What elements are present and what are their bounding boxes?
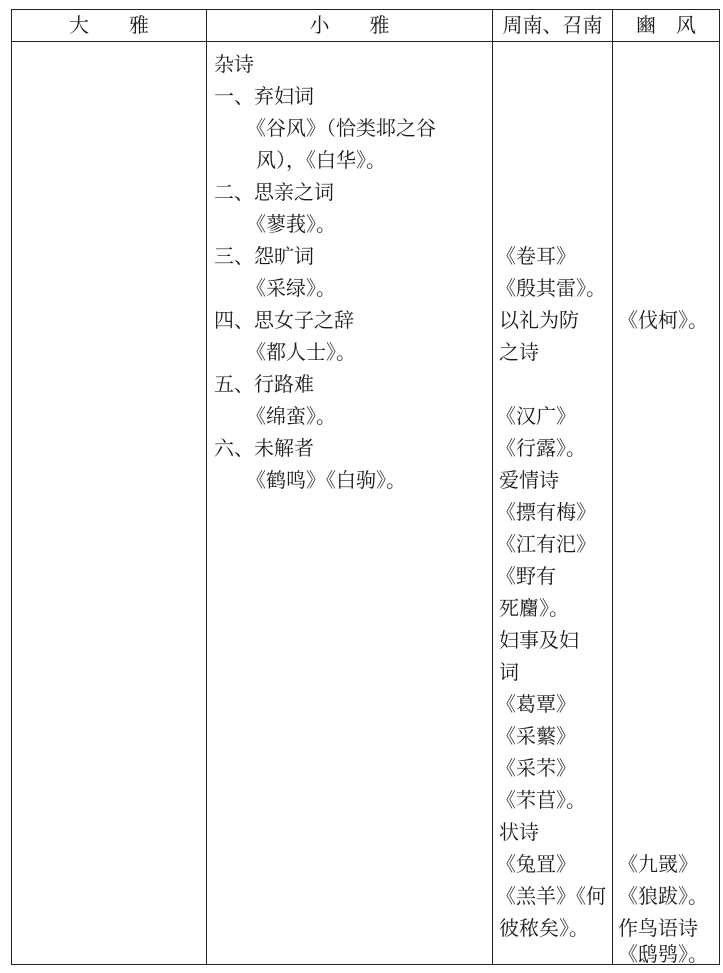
zhounan-line: 《野有: [496, 564, 556, 588]
zhounan-line: 《卷耳》: [496, 244, 576, 268]
zhounan-line: 《葛覃》: [496, 692, 576, 716]
zhounan-line: 彼秾矣》。: [499, 916, 589, 940]
xiaoya-line: 四、思女子之辞: [214, 308, 354, 332]
binfeng-line: 《九罭》: [618, 852, 698, 876]
table-bottom-border: [11, 964, 720, 965]
zhounan-line: 词: [499, 660, 519, 684]
zhounan-line: 以礼为防: [499, 308, 579, 332]
zhounan-line: 《殷其雷》。: [496, 276, 606, 300]
zhounan-line: 之诗: [499, 340, 539, 364]
table-left-border: [11, 9, 12, 965]
xiaoya-line: 《谷风》（恰类邶之谷: [236, 116, 436, 140]
zhounan-line: 《羔羊》《何: [496, 884, 606, 908]
binfeng-line: 《狼跋》。: [618, 884, 708, 908]
column-divider-1: [206, 9, 207, 965]
xiaoya-line: 一、弃妇词: [214, 84, 314, 108]
xiaoya-line: 《蓼莪》。: [236, 212, 336, 236]
table-right-border: [719, 9, 720, 965]
xiaoya-line: 三、怨旷词: [214, 244, 314, 268]
binfeng-line: 《鸱鸮》。: [618, 942, 708, 966]
zhounan-line: 《芣苢》。: [496, 788, 586, 812]
zhounan-line: 《行露》。: [496, 436, 586, 460]
xiaoya-line: 《鹤鸣》《白驹》。: [236, 468, 406, 492]
binfeng-line: 作鸟语诗: [618, 916, 698, 940]
xiaoya-line: 六、未解者: [214, 436, 314, 460]
xiaoya-line: 五、行路难: [214, 372, 314, 396]
zhounan-line: 状诗: [499, 820, 539, 844]
zhounan-line: 《采蘩》: [496, 724, 576, 748]
xiaoya-line: 二、思亲之词: [214, 180, 334, 204]
zhounan-line: 《江有汜》: [496, 532, 596, 556]
zhounan-line: 妇事及妇: [499, 628, 579, 652]
zhounan-line: 爱情诗: [499, 468, 559, 492]
header-daya: 大 雅: [69, 13, 149, 37]
xiaoya-line: 《都人士》。: [236, 340, 356, 364]
column-divider-2: [492, 9, 493, 965]
xiaoya-line: 风），《白华》。: [236, 148, 386, 172]
xiaoya-line: 杂诗: [214, 52, 254, 76]
column-divider-3: [612, 9, 613, 965]
zhounan-line: 死麕》。: [499, 596, 569, 620]
xiaoya-line: 《绵蛮》。: [236, 404, 336, 428]
header-divider: [11, 41, 720, 42]
binfeng-line: 《伐柯》。: [618, 308, 708, 332]
zhounan-line: 《摽有梅》: [496, 500, 596, 524]
zhounan-line: 《兔罝》: [496, 852, 576, 876]
zhounan-line: 《汉广》: [496, 404, 576, 428]
header-binfeng: 豳 风: [636, 13, 696, 37]
xiaoya-line: 《采绿》。: [236, 276, 336, 300]
header-xiaoya: 小 雅: [309, 13, 390, 37]
zhounan-line: 《采芣》: [496, 756, 576, 780]
header-zhounan-shaonan: 周南、召南: [502, 13, 603, 37]
